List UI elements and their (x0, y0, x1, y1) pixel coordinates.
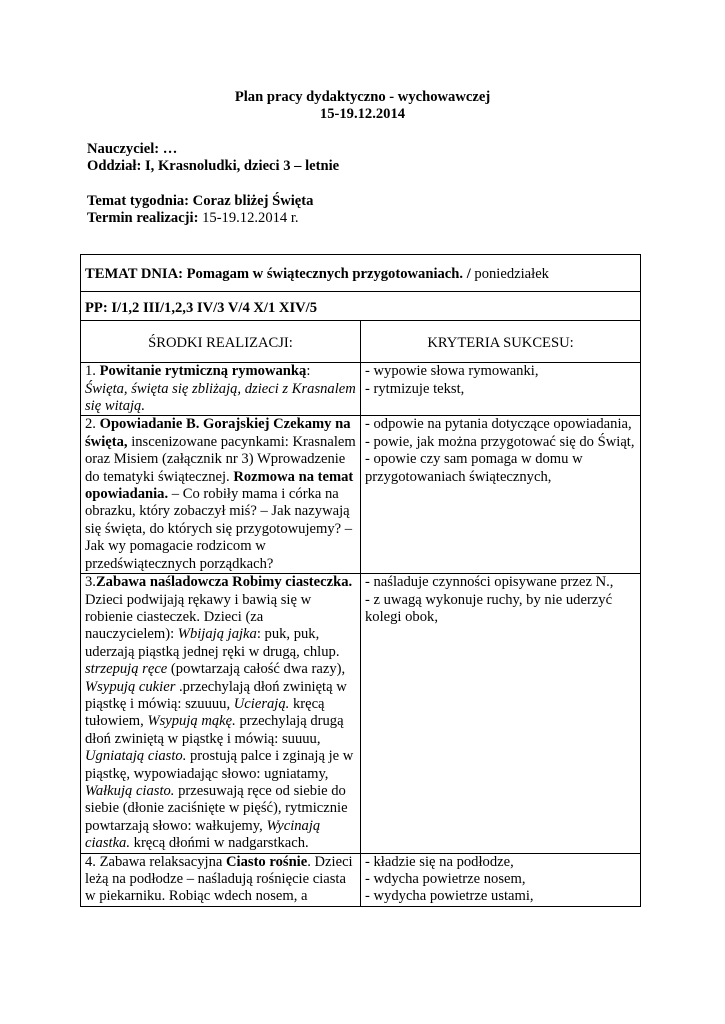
text-run: Wycinają ciastka. (85, 817, 321, 852)
text-run: .przechylają dłoń zwiniętą w piąstkę i mówią: szuuuu, (85, 678, 347, 712)
term-value: 15-19.12.2014 r. (198, 210, 299, 226)
term-label: Termin realizacji: (87, 210, 199, 226)
text-run: . Dzieci leżą na podłodze – naśladują rośnięcie ciasta w piekarniku. Robiąc wdech nosem, a (85, 853, 353, 905)
text-run: przesuwają ręce od siebie do siebie (dłonie zaciśnięte w pięść), rytmicznie powtarzają słowo: wałkujemy, (85, 782, 348, 834)
theme-line: Temat tygodnia: Coraz bliżej Święta (87, 193, 314, 209)
criteria-item: - kładzie się na podłodze, (365, 853, 514, 870)
text-run: 3. (85, 574, 96, 591)
document-title: Plan pracy dydaktyczno - wychowawczej (234, 89, 491, 105)
text-run: Zabawa naśladowcza Robimy ciasteczka. (95, 574, 353, 591)
criteria-item: - wdycha powietrze nosem, (365, 871, 526, 887)
text-run: (powtarzają całość dwa razy), (167, 661, 346, 678)
row-3-left (81, 574, 361, 854)
criteria-item: - odpowie na pytania dotyczące opowiadania, (365, 416, 632, 433)
table-row (81, 416, 641, 574)
table-row (81, 853, 641, 906)
col-right-header: KRYTERIA SUKCESU: (361, 320, 641, 362)
text-run: kręcą dłońmi w nadgarstkach. (130, 835, 309, 852)
text-run: Wsypują cukier (85, 678, 176, 695)
text-run: Dzieci podwijają rękawy i bawią się w robienie ciasteczek. Dzieci (za nauczycielem): (85, 591, 312, 643)
text-run: Wbijają jajka (177, 626, 257, 643)
criteria-item: - wydycha powietrze ustami, (365, 888, 534, 905)
row-1-right (361, 363, 641, 416)
text-run: : (306, 363, 311, 380)
criteria-item: - z uwagą wykonuje ruchy, by nie uderzyć kolegi obok, (365, 591, 613, 625)
criteria-item: - wypowie słowa rymowanki, (365, 363, 539, 380)
text-run: 4. Zabawa relaksacyjna (85, 853, 226, 870)
text-run: Wałkują ciasto. (85, 782, 175, 799)
text-run: inscenizowane pacynkami: Krasnalem oraz Misiem (załącznik nr 3) Wprowadzenie do tematyki świątecznej. (85, 433, 356, 485)
criteria-item: - powie, jak można przygotować się do Świąt, (365, 433, 635, 450)
text-run: Ciasto rośnie (226, 853, 308, 870)
text-run: Święta, święta się zbliżają, dzieci z Krasnalem się witają. (85, 380, 356, 415)
row-1-left (81, 363, 361, 416)
day-topic-day: poniedziałek (470, 266, 549, 282)
text-run: przechylają drugą dłoń zwiniętą w piąstkę i mówią: suuuu, (85, 713, 344, 747)
text-run: – Co robiły mama i córka na obrazku, który zobaczył miś? – Jak nazywają się święta, do których się przygotowujemy? – Jak wy pomagacie rodzicom w przedświątecznych porządkach? (85, 486, 353, 572)
criteria-item: - rytmizuje tekst, (365, 380, 465, 397)
criteria-item: - opowie czy sam pomaga w domu w przygotowaniach świątecznych, (365, 451, 583, 485)
document-dates: 15-19.12.2014 (319, 106, 406, 122)
col-left-header: ŚRODKI REALIZACJI: (81, 320, 361, 362)
plan-table (80, 254, 641, 907)
row-4-left (81, 853, 361, 906)
criteria-item: - naśladuje czynności opisywane przez N., (365, 574, 614, 591)
text-run: 2. (85, 416, 100, 433)
text-run: Ugniatają ciasto. (85, 748, 187, 765)
column-header-row (81, 320, 641, 362)
pp-cell: PP: I/1,2 III/1,2,3 IV/3 V/4 X/1 XIV/5 (81, 292, 641, 320)
text-run: Powitanie rytmiczną rymowanką (99, 363, 307, 380)
row-3-right (361, 574, 641, 854)
row-4-right (361, 853, 641, 906)
pp-row (81, 292, 641, 320)
term-line (87, 210, 299, 227)
text-run: 1. (85, 363, 100, 380)
text-run: Ucierają. (233, 695, 290, 712)
text-run: : puk, puk, uderzają piąstką jednej ręki w drugą, chlup. (85, 626, 340, 660)
text-run: Rozmowa na temat opowiadania. (85, 468, 354, 503)
table-row (81, 363, 641, 416)
day-topic-cell (81, 255, 641, 292)
text-run: strzepują ręce (85, 661, 168, 678)
group-line: Oddział: I, Krasnoludki, dzieci 3 – letnie (87, 158, 340, 174)
row-2-left (81, 416, 361, 574)
text-run: kręcą tułowiem, (85, 695, 325, 730)
teacher-line: Nauczyciel: … (87, 141, 178, 157)
day-topic-bold: TEMAT DNIA: Pomagam w świątecznych przygotowaniach. / (85, 266, 471, 282)
text-run: Wsypują mąkę. (147, 713, 236, 730)
text-run: prostują palce i zginają je w piąstkę, wypowiadając słowo: ugniatamy, (85, 748, 354, 782)
row-2-right (361, 416, 641, 574)
text-run: Opowiadanie B. Gorajskiej Czekamy na święta, (85, 416, 351, 450)
table-row (81, 574, 641, 854)
day-topic-row (81, 255, 641, 292)
